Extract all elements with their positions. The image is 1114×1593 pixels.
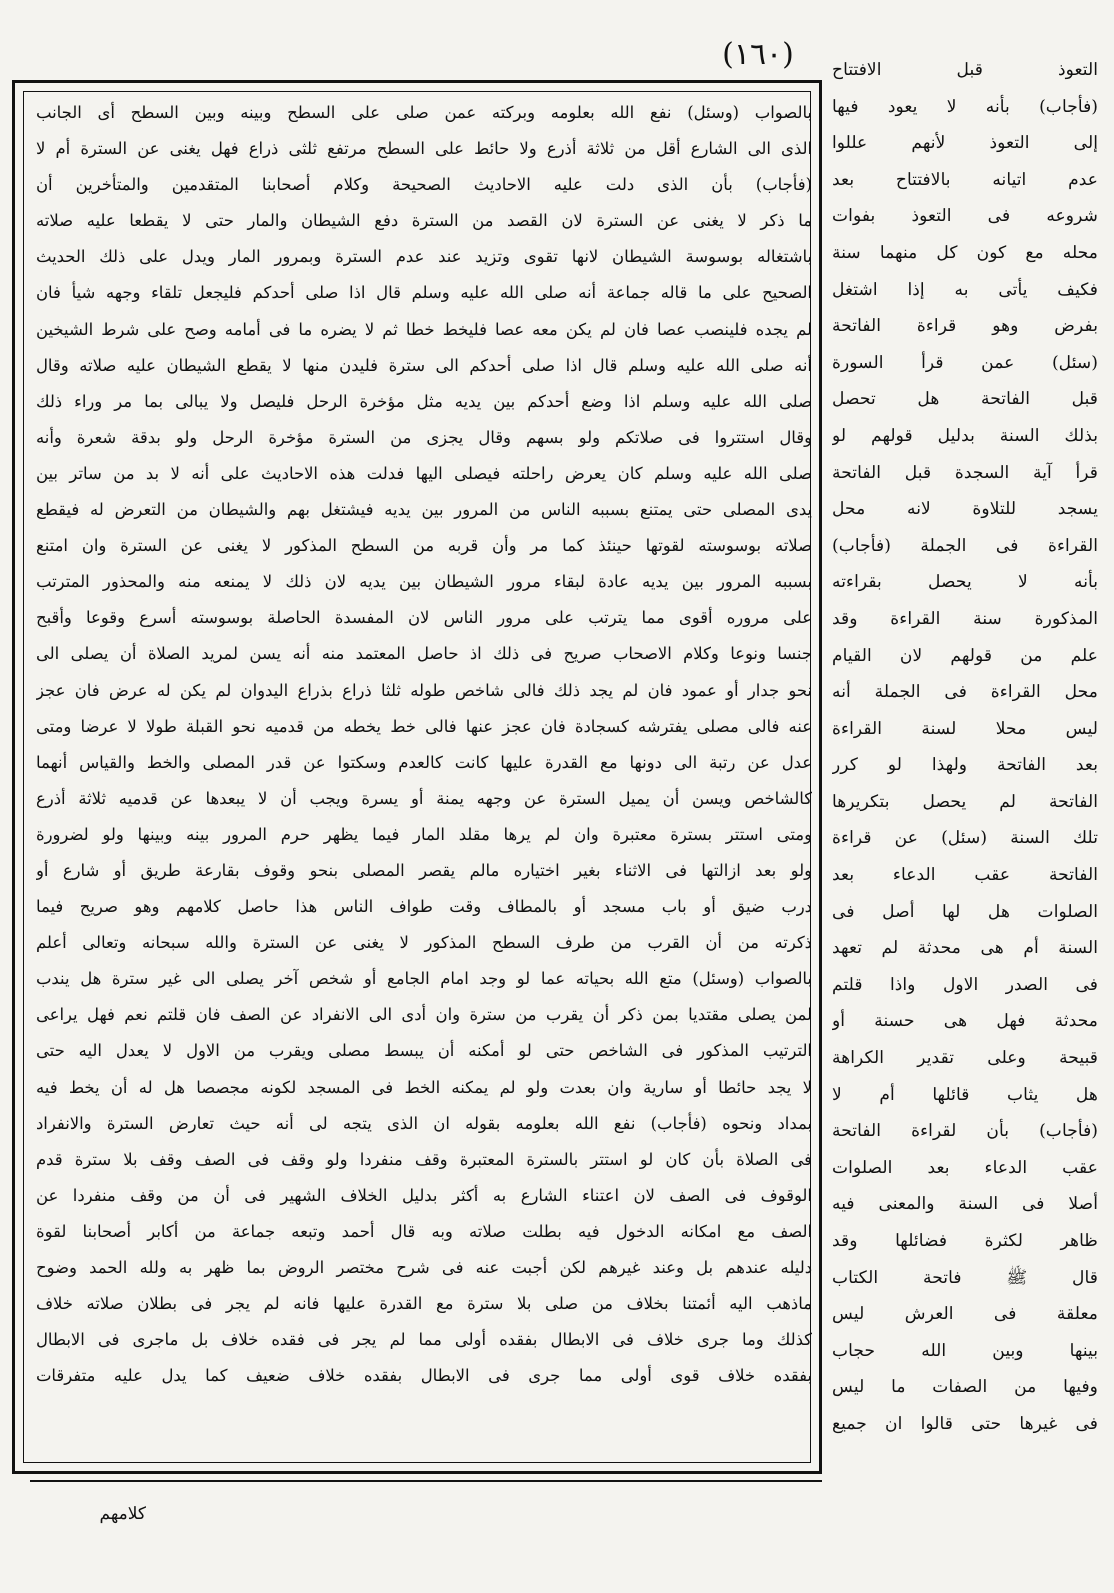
main-text-line: بمداد ونحوه (فأجاب) نفع الله بعلومه بقوله ان الذى يتجه لى أنه حيث تعارض السترة والانفراد (36, 1113, 812, 1133)
main-text-line: الصف مع امكانه الدخول فيه بطلت صلاته وبه قال أحمد وتبعه جماعة من أكابر أصحابنا لقوة (36, 1221, 812, 1241)
margin-text-line: وفيها من الصفات ما ليس (832, 1377, 1098, 1398)
main-text-line: بسببه المرور بين يديه عادة لبقاء مرور الشيطان بين يديه لان ذلك لا يمنعه منه والمحذور المترتب (36, 572, 812, 592)
main-text-line: لا يجد حائطا أو سارية وان بعدت ولو لم يمكنه الخط فى المسجد لكونه مجصصا هل له أن يخط فيه (36, 1077, 812, 1097)
margin-text-line: بعد الفاتحة ولهذا لو كرر (832, 755, 1098, 776)
margin-text-line: محل القراءة فى الجملة أنه (832, 682, 1098, 703)
main-text-line: فى الصلاة بأن كان لو استتر بالسترة المعتبرة وقف منفردا ولو وقف فى الصف وقف بلا سترة قدم (36, 1149, 812, 1169)
margin-text-line: (سئل) عمن قرأ السورة (832, 352, 1098, 373)
main-text-line: بفقده خلاف قوى أولى مما جرى فى الابطال بفقده خلاف ضعيف كما يدل عليه متفرقات (36, 1366, 812, 1386)
margin-text-line: هل يثاب قائلها أم لا (832, 1084, 1098, 1105)
main-text-line: نحو جدار أو عمود فان لم يجد ذلك فالى شاخص طوله ثلثا ذراع بذراع اليدوان لم يكن له عرض فان عجز (36, 680, 812, 700)
margin-text-line: فى الصدر الاول واذا قلتم (832, 974, 1098, 995)
main-text-line: أنه صلى الله عليه وسلم قال اذا صلى أحدكم الى سترة فليدن منها لا يقطع الشيطان عليه صلاته وقال (36, 355, 812, 375)
main-text-line: على مروره أقوى مما يترتب على مرور الناس لان المفسدة الحاصلة بوسوسته أسرع وقوعا وأقبح (36, 608, 812, 628)
margin-text-line: المذكورة سنة القراءة وقد (832, 608, 1098, 629)
margin-text-line: التعوذ قبل الافتتاح (832, 60, 1098, 80)
margin-text-line: قال ﷺ فاتحة الكتاب (832, 1267, 1098, 1288)
main-text-line: الترتيب المذكور فى الشاخص حتى لو أمكنه أن يبسط مصلى ويقرب من الاول لا يعدل اليه حتى (36, 1041, 812, 1061)
main-text-line: ولو بعد ازالتها فى الاثناء بغير اختياره مالم يقصر المصلى بنحو وقوف بقارعة طريق أو شارع أو (36, 860, 812, 880)
main-text-line: درب ضيق أو باب مسجد أو بالمطاف وقت طواف الناس هذا حاصل كلامهم وهو صريح فيما (36, 897, 812, 917)
main-text-body (36, 95, 812, 1467)
main-text-line: ذكرته من أن القرب من طرف السطح المذكور لا يغنى عن السترة والله سبحانه وتعالى أعلم (36, 933, 812, 953)
main-text-line: دليله عندهم بل وعند غيرهم لكن أجبت عنه فى شرح مختصر الروض بما ظهر به ولله الحمد وضوح (36, 1258, 812, 1277)
margin-text-line: تلك السنة (سئل) عن قراءة (832, 828, 1098, 849)
margin-text-line: معلقة فى العرش ليس (832, 1304, 1098, 1325)
margin-text-line: الصلوات هل لها أصل فى (832, 901, 1098, 922)
main-text-line: وقال استتروا فى صلاتكم ولو بسهم وقال يجزى من السترة مؤخرة الرحل ولو بدقة شعرة وأنه (36, 427, 812, 447)
margin-text-line: محله مع كون كل منهما سنة (832, 242, 1098, 263)
main-text-line: الوقوف فى الصف لان اعتناء الشارع به أكثر بدليل الخلاف الشهير فى أن من وقف منفردا عن (36, 1185, 812, 1205)
main-text-line: (فأجاب) بأن الذى دلت عليه الاحاديث الصحيحة وكلام أصحابنا المتقدمين والمتأخرين أن (36, 175, 812, 195)
margin-text-line: (فأجاب) بأنه لا يعود فيها (832, 96, 1098, 117)
main-text-line: صلاته بوسوسته لقوتها حينئذ كما مر وأن قربه من السطح المذكور لا يغنى عن السترة وان امتنع (36, 536, 812, 556)
main-text-line: بالصواب (وسئل) نفع الله بعلومه وبركته عمن صلى على السطح وبينه وبين السطح أى الجانب (36, 103, 812, 122)
margin-text-line: إلى التعوذ لأنهم عللوا (832, 133, 1098, 154)
main-text-line: ومتى استتر بسترة معتبرة وان لم يرها مقلد المار فيما يظهر حرم المرور بينه وبينها ولو لضرورة (36, 824, 812, 844)
main-text-line: لم يجده فلينصب عصا فان لم يكن معه عصا فليخط خطا ثم لا يضره ما فى أمامه وصح على شرط الشيخين (36, 319, 812, 339)
margin-text-line: بفرض وهو قراءة الفاتحة (832, 316, 1098, 337)
main-text-line: صلى الله عليه وسلم اذا وضع أحدكم بين يديه مثل مؤخرة الرحل فليصل ولا يبالى بما مر وراء ذلك (36, 391, 812, 411)
main-text-line: لمن يصلى مقتديا بمن ذكر أن يقرب من سترة وان أدى الى الانفراد عن الصف فان قلتم نعم فهل يراعى (36, 1005, 812, 1025)
margin-commentary (832, 52, 1098, 1482)
margin-text-line: (فأجاب) بأن لقراءة الفاتحة (832, 1121, 1098, 1142)
margin-text-line: فى غيرها حتى قالوا ان جميع (832, 1413, 1098, 1434)
margin-text-line: ليس محلا لسنة القراءة (832, 718, 1098, 739)
margin-text-line: يسجد للتلاوة لانه محل (832, 499, 1098, 520)
margin-text-line: بينها وبين الله حجاب (832, 1340, 1098, 1361)
margin-text-line: القراءة فى الجملة (فأجاب) (832, 535, 1098, 556)
margin-text-line: شروعه فى التعوذ بفوات (832, 206, 1098, 227)
margin-text-line: بأنه لا يحصل بقراءته (832, 572, 1098, 593)
margin-text-line: الفاتحة عقب الدعاء بعد (832, 865, 1098, 886)
bottom-rule (30, 1480, 822, 1482)
main-text-line: كالشاخص ويسن أن يميل السترة عن وجهه يمنة أو يسرة ويجب أن لا يبعدها عن قدميه ثلاثة أذرع (36, 788, 812, 808)
margin-text-line: قبل الفاتحة هل تحصل (832, 389, 1098, 410)
main-text-line: يدى المصلى حتى يمتنع بسببه الناس من المرور بين يديه فيشتغل بهم والشيطان من التعرض له فيقطع (36, 500, 812, 520)
margin-text-line: فكيف يأتى به إذا اشتغل (832, 279, 1098, 300)
margin-text-line: قبيحة وعلى تقدير الكراهة (832, 1048, 1098, 1069)
margin-text-line: قرأ آية السجدة قبل الفاتحة (832, 462, 1098, 483)
margin-text-line: عدم اتيانه بالافتتاح بعد (832, 169, 1098, 190)
margin-text-line: محدثة فهل هى حسنة أو (832, 1011, 1098, 1032)
margin-text-line: السنة أم هى محدثة لم تعهد (832, 938, 1098, 959)
catchword: كلامهم (99, 1504, 146, 1524)
main-text-line: عنه فالى مصلى يفترشه كسجادة فان عجز عنها فالى خط يخطه من قدميه نحو القبلة طولا لا عرضا ومتى (36, 716, 812, 736)
main-text-line: الذى الى الشارع أقل من ثلاثة أذرع ولا حائط على السطح مرتفع ثلثى ذراع فهل يغنى عن السترة أم لا (36, 139, 812, 159)
margin-text-line: بذلك السنة بدليل قولهم لو (832, 425, 1098, 446)
margin-text-line: أصلا فى السنة والمعنى فيه (832, 1194, 1098, 1215)
main-text-line: ما ذكر لا يغنى عن السترة لان القصد من السترة دفع الشيطان والمار حتى لا يقطعا عليه صلاته (36, 211, 812, 231)
main-text-line: جنسا ونوعا وكلام الاصحاب صريح فى ذلك اذ حاصل المعتمد منه أنه يسن لمريد الصلاة أن يصلى الى (36, 644, 812, 664)
page-number: (١٦٠) (722, 37, 794, 72)
margin-text-line: ظاهر لكثرة فضائلها وقد (832, 1231, 1098, 1251)
main-text-line: باشتغاله بوسوسة الشيطان لانها تقوى وتزيد عند عدم السترة وبمرور المار ويدل على ذلك الحديث (36, 247, 812, 267)
main-text-line: كذلك وما جرى خلاف فى الابطال بفقده أولى مما لم يجر فى فقده خلاف بل ماجرى فى الابطال (36, 1330, 812, 1350)
margin-text-line: علم من قولهم لان القيام (832, 645, 1098, 666)
main-text-line: بالصواب (وسئل) متع الله بحياته عما لو وجد امام الجامع أو شخص آخر يصلى الى غير سترة هل يندب (36, 969, 812, 989)
main-text-line: الصحيح على ما قاله جماعة أنه صلى الله عليه وسلم قال اذا صلى أحدكم فليجعل تلقاء وجهه شيأ فان (36, 283, 812, 303)
margin-text-line: الفاتحة لم يحصل بتكريرها (832, 791, 1098, 812)
margin-text-line: عقب الدعاء بعد الصلوات (832, 1157, 1098, 1178)
main-text-line: صلى الله عليه وسلم كان يعرض راحلته فيصلى اليها فدلت هذه الاحاديث على أنه لا بد من ساتر بين (36, 463, 812, 483)
main-text-line: ماذهب اليه أئمتنا بخلاف من صلى بلا سترة مع القدرة عليها فانه لم يجر فى بطلان صلاته خلاف (36, 1294, 812, 1314)
main-text-line: عدل عن رتبة الى دونها مع القدرة عليها كانت كالعدم وسكتوا عن قدر المصلى والخط والقياس أنهما (36, 752, 812, 772)
